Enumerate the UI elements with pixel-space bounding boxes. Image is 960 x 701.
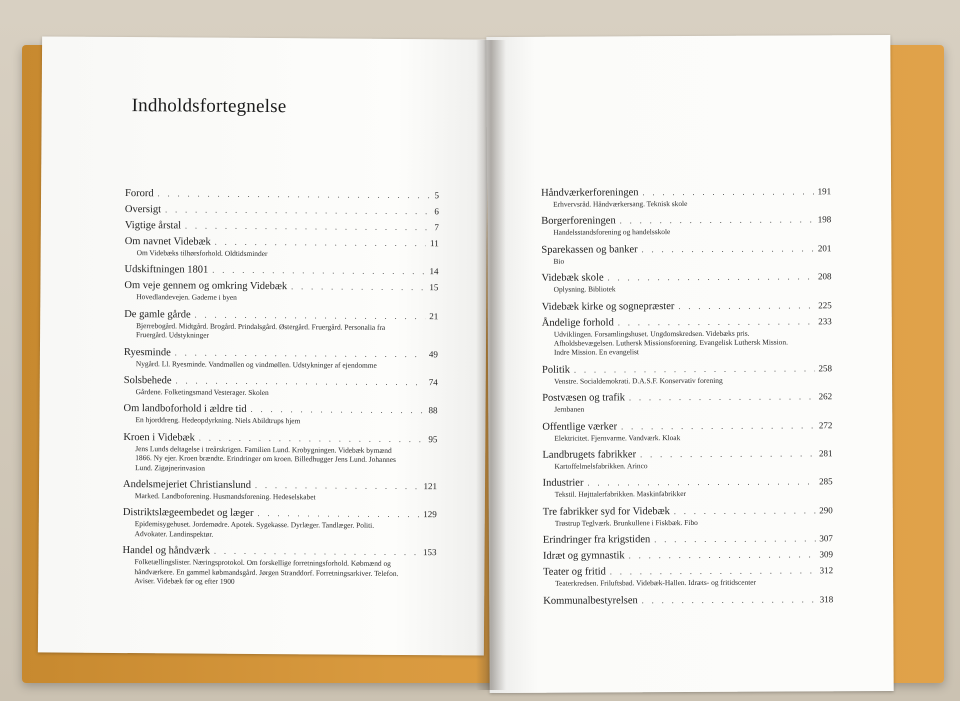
toc-entry-line	[543, 549, 833, 564]
toc-entry	[542, 299, 832, 314]
book-spine	[476, 40, 506, 690]
right-page	[486, 35, 893, 693]
toc-page-number: 262	[818, 391, 833, 402]
toc-entry-title: Vigtige årstal	[124, 220, 182, 232]
toc-entry-subtopics: Trøstrup Teglværk. Brunkullene i Fiskbæk. Fibo	[554, 517, 698, 528]
toc-entry-line	[543, 504, 833, 519]
toc-entry-line	[542, 315, 832, 330]
toc-entry	[541, 214, 831, 238]
dot-leader	[620, 214, 814, 228]
toc-entry-title: Idræt og gymnastik	[542, 550, 625, 563]
toc-entry-subtopics: Marked. Landboforening. Husmandsforening. Hedeselskabet	[134, 491, 316, 502]
toc-entry	[542, 362, 832, 386]
toc-entry-title: Om navnet Videbæk	[124, 236, 211, 248]
toc-entry-subtopics: Nygård. Ll. Ryesminde. Vandmøllen og vindmøllen. Udstykninger af ejendomme	[135, 358, 377, 370]
toc-page-number: 225	[818, 299, 832, 310]
toc-entry	[543, 565, 833, 589]
dot-leader	[291, 281, 425, 295]
toc-entry-subtopics: Kartoffelmelsfabrikken. Arinco	[554, 461, 648, 471]
toc-page-number: 312	[819, 565, 834, 576]
toc-entry	[543, 476, 833, 500]
toc-entry-title: Videbæk skole	[541, 272, 604, 284]
toc-entry-subtopics: Oplysning. Bibliotek	[553, 284, 616, 294]
toc-entry-title: Forord	[125, 188, 154, 200]
toc-entry-subtopics: Folketællingslister. Næringsprotokol. Om forskellige forretningsforhold. Købmænd og håndværkere. En gammel købmandsgård. Jørgen Stranddorf. Forretningsarkiver. Telefon. Aviser. Videbæk før og efter 1900	[134, 557, 399, 586]
toc-entry	[125, 219, 439, 234]
toc-entry-line	[543, 565, 833, 580]
dot-leader	[165, 203, 430, 218]
toc-page-number: 258	[818, 363, 833, 374]
dot-leader	[185, 219, 430, 234]
toc-entry-title: Borgerforeningen	[541, 215, 616, 228]
toc-entry	[542, 447, 832, 471]
toc-entry-subtopics: Jens Lunds deltagelse i treårskrigen. Familien Lund. Krobygningen. Videbæk bymænd 1866. Ny ejer. Kroen brændte. Erindringer om kroen. Billedhugger Jens Lund. Johannes Lund. Zigøjnerinvasion	[135, 443, 396, 473]
dot-leader	[674, 504, 815, 518]
dot-leader	[212, 264, 425, 278]
toc-entry	[123, 431, 437, 474]
toc-entry-line	[125, 219, 439, 234]
toc-entry-title: Om landboforhold i ældre tid	[123, 403, 247, 416]
toc-list-right	[541, 185, 833, 610]
toc-entry-subtopics: Elektricitet. Fjernvarme. Vandværk. Kloak	[554, 432, 681, 443]
toc-entry-line	[542, 270, 832, 285]
toc-entry	[542, 419, 832, 443]
toc-page-number: 153	[423, 547, 437, 558]
toc-entry-line	[542, 419, 832, 434]
toc-entry	[122, 544, 436, 587]
dot-leader	[618, 315, 815, 329]
toc-page-number: 95	[428, 434, 438, 445]
toc-entry	[123, 478, 437, 503]
dot-leader	[587, 476, 815, 490]
toc-entry	[541, 185, 831, 209]
toc-entry-title: Distriktslægeembedet og læger	[122, 507, 254, 520]
toc-entry	[123, 506, 437, 540]
dot-leader	[255, 479, 420, 493]
toc-page-number: 49	[428, 348, 438, 359]
toc-entry-line	[542, 447, 832, 462]
toc-entry-title: Offentlige værker	[542, 421, 618, 433]
toc-entry-title: Udskiftningen 1801	[124, 264, 209, 277]
toc-entry	[124, 263, 438, 278]
toc-entry-title: Sparekassen og banker	[541, 244, 638, 256]
toc-page-number: 129	[423, 509, 437, 520]
toc-page-number: 272	[818, 419, 833, 430]
toc-entry-subtopics: Epidemisygehuset. Jordemødre. Apotek. Sygekasse. Dyrlæger. Tandlæger. Politi. Advokater. Landinspektør.	[134, 519, 375, 539]
toc-page-number: 6	[434, 206, 439, 217]
toc-entry-title: Postvæsen og trafik	[542, 392, 626, 405]
toc-page-number: 307	[819, 533, 833, 544]
toc-entry-line	[125, 187, 439, 202]
toc-page-number: 15	[429, 282, 439, 293]
toc-entry	[125, 235, 439, 260]
toc-entry-subtopics: Bjerrebogård. Midtgård. Brogård. Prindalsgård. Østergård. Fruergård. Personalia fra Fruergård. Udstykninger	[136, 320, 386, 340]
toc-entry-title: Industrier	[542, 478, 584, 490]
toc-list-left	[122, 187, 439, 594]
toc-entry	[543, 549, 833, 564]
toc-page-number: 285	[819, 476, 833, 487]
left-page	[38, 36, 488, 655]
toc-entry	[542, 315, 832, 358]
toc-entry	[542, 391, 832, 415]
toc-entry-title: Videbæk kirke og sognepræster	[541, 300, 675, 313]
toc-entry-line	[542, 362, 832, 377]
dot-leader	[629, 549, 816, 563]
toc-entry	[125, 187, 439, 202]
toc-page-number: 7	[434, 222, 439, 233]
toc-page-number: 198	[817, 214, 832, 225]
toc-page-number: 88	[428, 405, 438, 416]
page-title: Indholdsfortegnelse	[131, 95, 287, 118]
toc-entry-title: De gamle gårde	[124, 308, 191, 321]
toc-page-number: 21	[429, 310, 439, 322]
dot-leader	[608, 271, 814, 285]
toc-page-number: 11	[430, 238, 439, 249]
toc-entry-line	[543, 593, 833, 608]
toc-entry-subtopics: Udviklingen. Forsamlingshuset. Ungdomskredsen. Videbæks pris. Afholdsbevægelsen. Luthersk Missionsforening. Evangelisk Luthersk Mission. Indre Mission. En evangelist	[553, 328, 788, 358]
toc-entry-title: Solsbehede	[123, 375, 172, 387]
toc-entry-subtopics: Gårdene. Folketingsmand Vesterager. Skolen	[135, 387, 269, 398]
toc-page-number: 309	[819, 549, 834, 560]
dot-leader	[642, 185, 813, 199]
toc-entry-line	[541, 242, 831, 257]
toc-entry	[542, 270, 832, 294]
toc-entry-title: Oversigt	[124, 204, 162, 216]
toc-entry	[543, 533, 833, 548]
toc-entry-title: Landbrugets fabrikker	[542, 449, 637, 461]
toc-entry-title: Handel og håndværk	[122, 545, 211, 557]
toc-page-number: 191	[817, 186, 832, 197]
toc-page-number: 233	[818, 315, 832, 326]
toc-page-number: 201	[817, 243, 832, 254]
toc-entry-subtopics: En hjorddreng. Hedeopdyrkning. Niels Abildtrups hjem	[135, 415, 301, 426]
toc-entry-line	[125, 203, 439, 218]
toc-entry-title: Erindringer fra krigstiden	[542, 534, 651, 547]
toc-entry-line	[543, 476, 833, 491]
toc-page-number: 5	[434, 190, 440, 201]
toc-entry-line	[541, 214, 831, 229]
toc-page-number: 121	[423, 481, 438, 492]
toc-entry-line	[541, 185, 831, 200]
toc-entry-line	[124, 263, 438, 278]
toc-entry-subtopics: Erhvervsråd. Håndværkersang. Teknisk skole	[553, 199, 688, 209]
toc-entry-subtopics: Bio	[553, 256, 565, 266]
toc-entry-subtopics: Om Videbæks tilhørsforhold. Oldtidsminder	[136, 248, 268, 259]
toc-entry	[543, 593, 833, 608]
toc-entry	[124, 308, 438, 342]
toc-entry-subtopics: Tekstil. Højttalerfabrikken. Maskinfabrikker	[554, 489, 686, 500]
toc-entry-line	[542, 299, 832, 314]
toc-page-number: 281	[818, 448, 833, 459]
toc-entry-subtopics: Venstre. Socialdemokrati. D.A.S.F. Konservativ forening	[554, 375, 723, 386]
dot-leader	[251, 403, 425, 417]
toc-page-number: 208	[818, 271, 832, 282]
toc-entry-title: Kroen i Videbæk	[123, 431, 195, 444]
toc-entry-title: Kommunalbestyrelsen	[543, 594, 638, 607]
toc-entry-title: Andelsmejeriet Christianslund	[122, 479, 252, 491]
toc-page-number: 318	[819, 593, 834, 605]
dot-leader	[640, 447, 815, 461]
toc-entry-line	[542, 391, 832, 406]
toc-entry-title: Politik	[542, 364, 571, 376]
dot-leader	[175, 346, 425, 361]
toc-entry-subtopics: Jernbanen	[554, 404, 585, 414]
dot-leader	[158, 187, 431, 202]
dot-leader	[257, 507, 419, 521]
toc-entry-subtopics: Handelsstandsforening og handelsskole	[553, 227, 671, 238]
dot-leader	[654, 533, 815, 547]
dot-leader	[642, 593, 816, 607]
dot-leader	[621, 419, 815, 433]
toc-entry-subtopics: Teaterkredsen. Friluftsbad. Videbæk-Hallen. Idræts- og fritidscenter	[555, 577, 757, 588]
toc-page-number: 290	[819, 505, 833, 516]
toc-entry	[543, 504, 833, 528]
toc-entry	[124, 374, 438, 399]
toc-entry-title: Tre fabrikker syd for Videbæk	[542, 505, 670, 518]
dot-leader	[629, 391, 815, 405]
toc-entry	[124, 279, 438, 304]
toc-entry-subtopics: Hovedlandevejen. Gaderne i byen	[136, 292, 237, 303]
toc-entry	[123, 402, 437, 427]
toc-entry	[125, 203, 439, 218]
toc-entry-title: Ryesminde	[123, 346, 171, 358]
toc-page-number: 14	[429, 266, 439, 277]
toc-entry	[541, 242, 831, 266]
dot-leader	[610, 565, 816, 579]
toc-entry-line	[543, 533, 833, 548]
toc-entry-title: Håndværkerforeningen	[541, 187, 639, 199]
toc-entry-title: Om veje gennem og omkring Videbæk	[124, 280, 288, 293]
toc-entry-title: Åndelige forhold	[541, 317, 614, 329]
dot-leader	[574, 362, 815, 376]
toc-entry-title: Teater og fritid	[543, 566, 606, 579]
toc-page-number: 74	[428, 377, 438, 388]
dot-leader	[678, 299, 814, 313]
toc-entry	[124, 346, 438, 371]
dot-leader	[642, 242, 814, 256]
